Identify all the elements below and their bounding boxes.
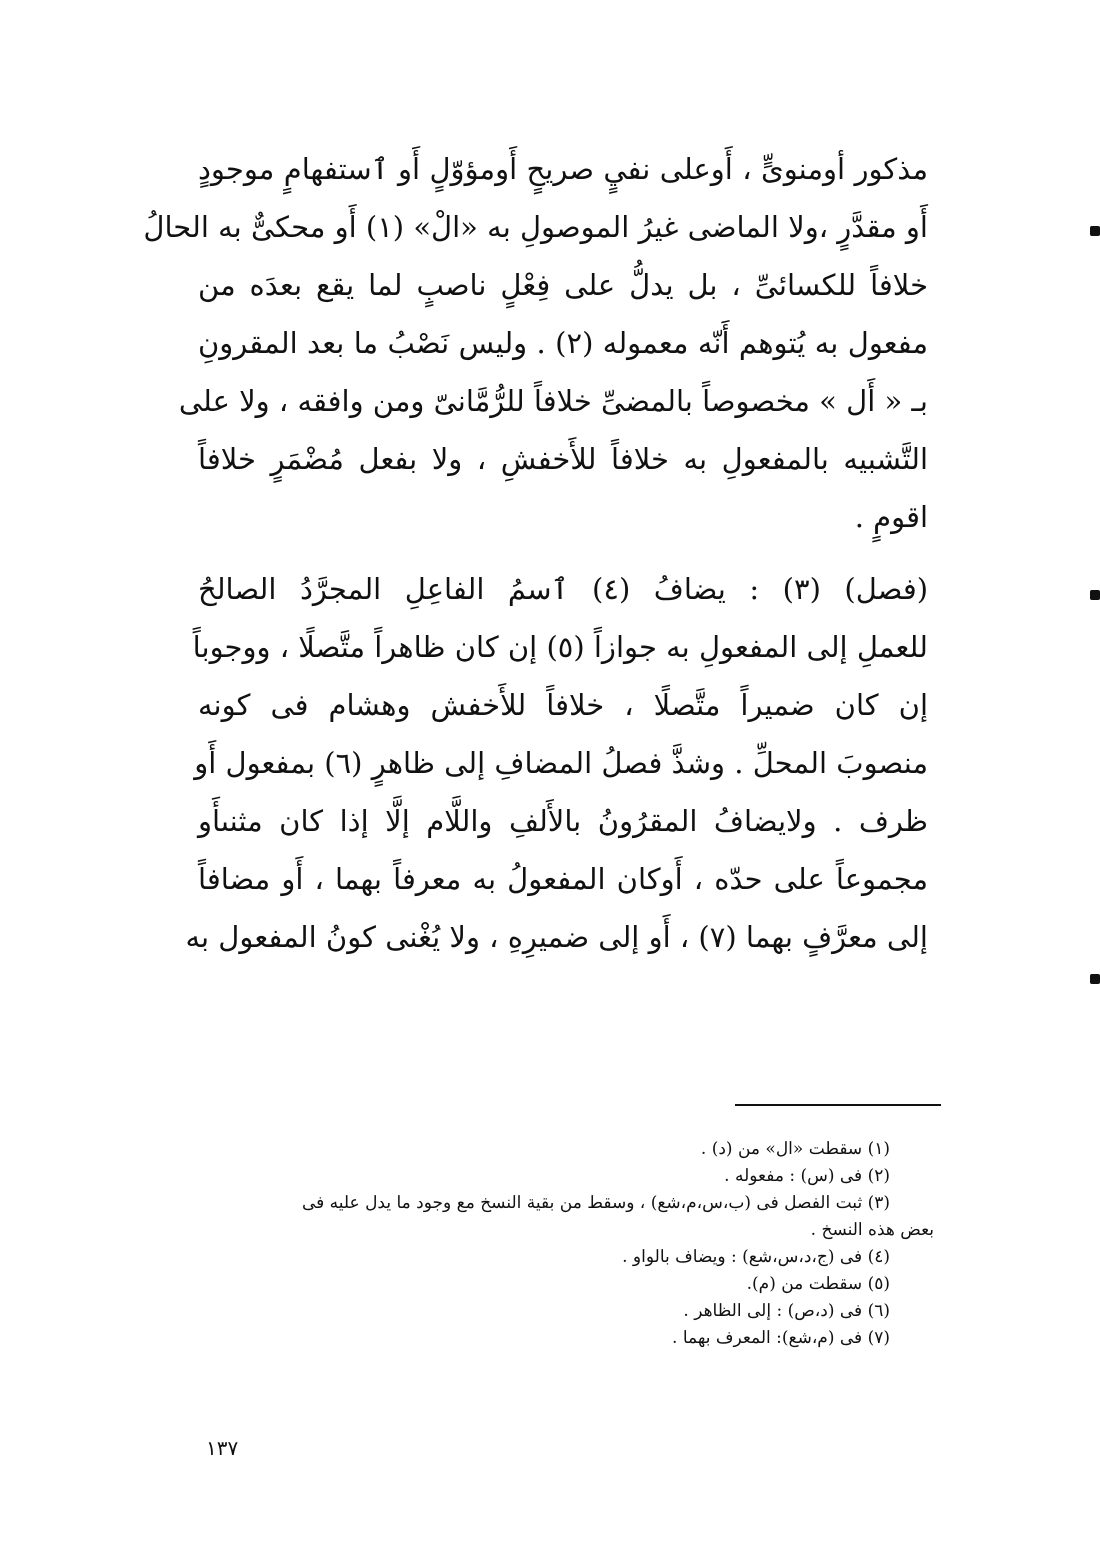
main-text: [143, 140, 929, 966]
text-line: أَو مقدَّرٍ ،ولا الماضى غيرُ الموصولِ به «الْ» (١) أَو محكىٌّ به الحالُ: [143, 210, 928, 244]
margin-mark: [1090, 226, 1100, 236]
text-line: خلافاً للكسائىِّ ، بل يدلُّ على فِعْلٍ ناصبٍ لما يقع بعدَه من: [198, 268, 928, 302]
footnote: (٧) فى (م،شع): المعرف بهما .: [672, 1328, 890, 1348]
text-line: إن كان ضميراً متَّصلًا ، خلافاً للأَخفش وهشام فى كونه: [198, 688, 928, 722]
footnote: (٤) فى (ج،د،س،شع) : ويضاف بالواو .: [622, 1247, 890, 1267]
text-line: ظرف . ولايضافُ المقرُونُ بالأَلفِ واللَّام إلَّا إذا كان مثنىأَو: [198, 804, 928, 838]
paragraph-gap: [198, 546, 928, 560]
text-line: اقومٍ .: [854, 500, 928, 534]
section-heading-line: (فصل) (٣) : يضافُ (٤) ٱسمُ الفاعِلِ المجرَّدُ الصالحُ: [198, 572, 929, 606]
margin-mark: [1090, 974, 1100, 984]
footnote: (١) سقطت «ال» من (د) .: [700, 1139, 890, 1159]
page-number: ١٣٧: [206, 1436, 239, 1460]
footnote: (٥) سقطت من (م).: [746, 1274, 890, 1294]
footnote-separator: [735, 1104, 941, 1106]
footnote-continuation: بعض هذه النسخ .: [810, 1220, 934, 1240]
text-line: منصوبَ المحلِّ . وشذَّ فصلُ المضافِ إلى ظاهرٍ (٦) بمفعول أَو: [194, 746, 928, 780]
text-line: مذكور أومنوىٍّ ، أَوعلى نفيٍ صريحٍ أَومؤوّلٍ أَو ٱستفهامٍ موجودٍ: [198, 152, 928, 186]
margin-mark: [1090, 590, 1100, 600]
text-line: بـ « أَل » مخصوصاً بالمضىِّ خلافاً للرُّمَّانىّ ومن وافقه ، ولا على: [178, 384, 928, 418]
text-line: إلى معرَّفٍ بهما (٧) ، أَو إلى ضميرِهِ ، ولا يُغْنى كونُ المفعول به: [185, 920, 928, 954]
footnote: (٢) فى (س) : مفعوله .: [724, 1166, 890, 1186]
text-line: التَّشبيه بالمفعولِ به خلافاً للأَخفشِ ، ولا بفعل مُضْمَرٍ خلافاً: [198, 442, 928, 476]
text-line: مجموعاً على حدّه ، أَوكان المفعولُ به معرفاً بهما ، أَو مضافاً: [198, 862, 928, 896]
footnote: (٦) فى (د،ص) : إلى الظاهر .: [683, 1301, 890, 1321]
footnote: (٣) ثبت الفصل فى (ب،س،م،شع) ، وسقط من بقية النسخ مع وجود ما يدل عليه فى: [301, 1193, 890, 1213]
text-line: للعملِ إلى المفعولِ به جوازاً (٥) إن كان ظاهراً متَّصلًا ، ووجوباً: [192, 630, 928, 664]
text-line: مفعول به يُتوهم أَنّه معموله (٢) . وليس نَصْبُ ما بعد المقرونِ: [198, 326, 928, 360]
footnotes: [168, 1136, 934, 1352]
